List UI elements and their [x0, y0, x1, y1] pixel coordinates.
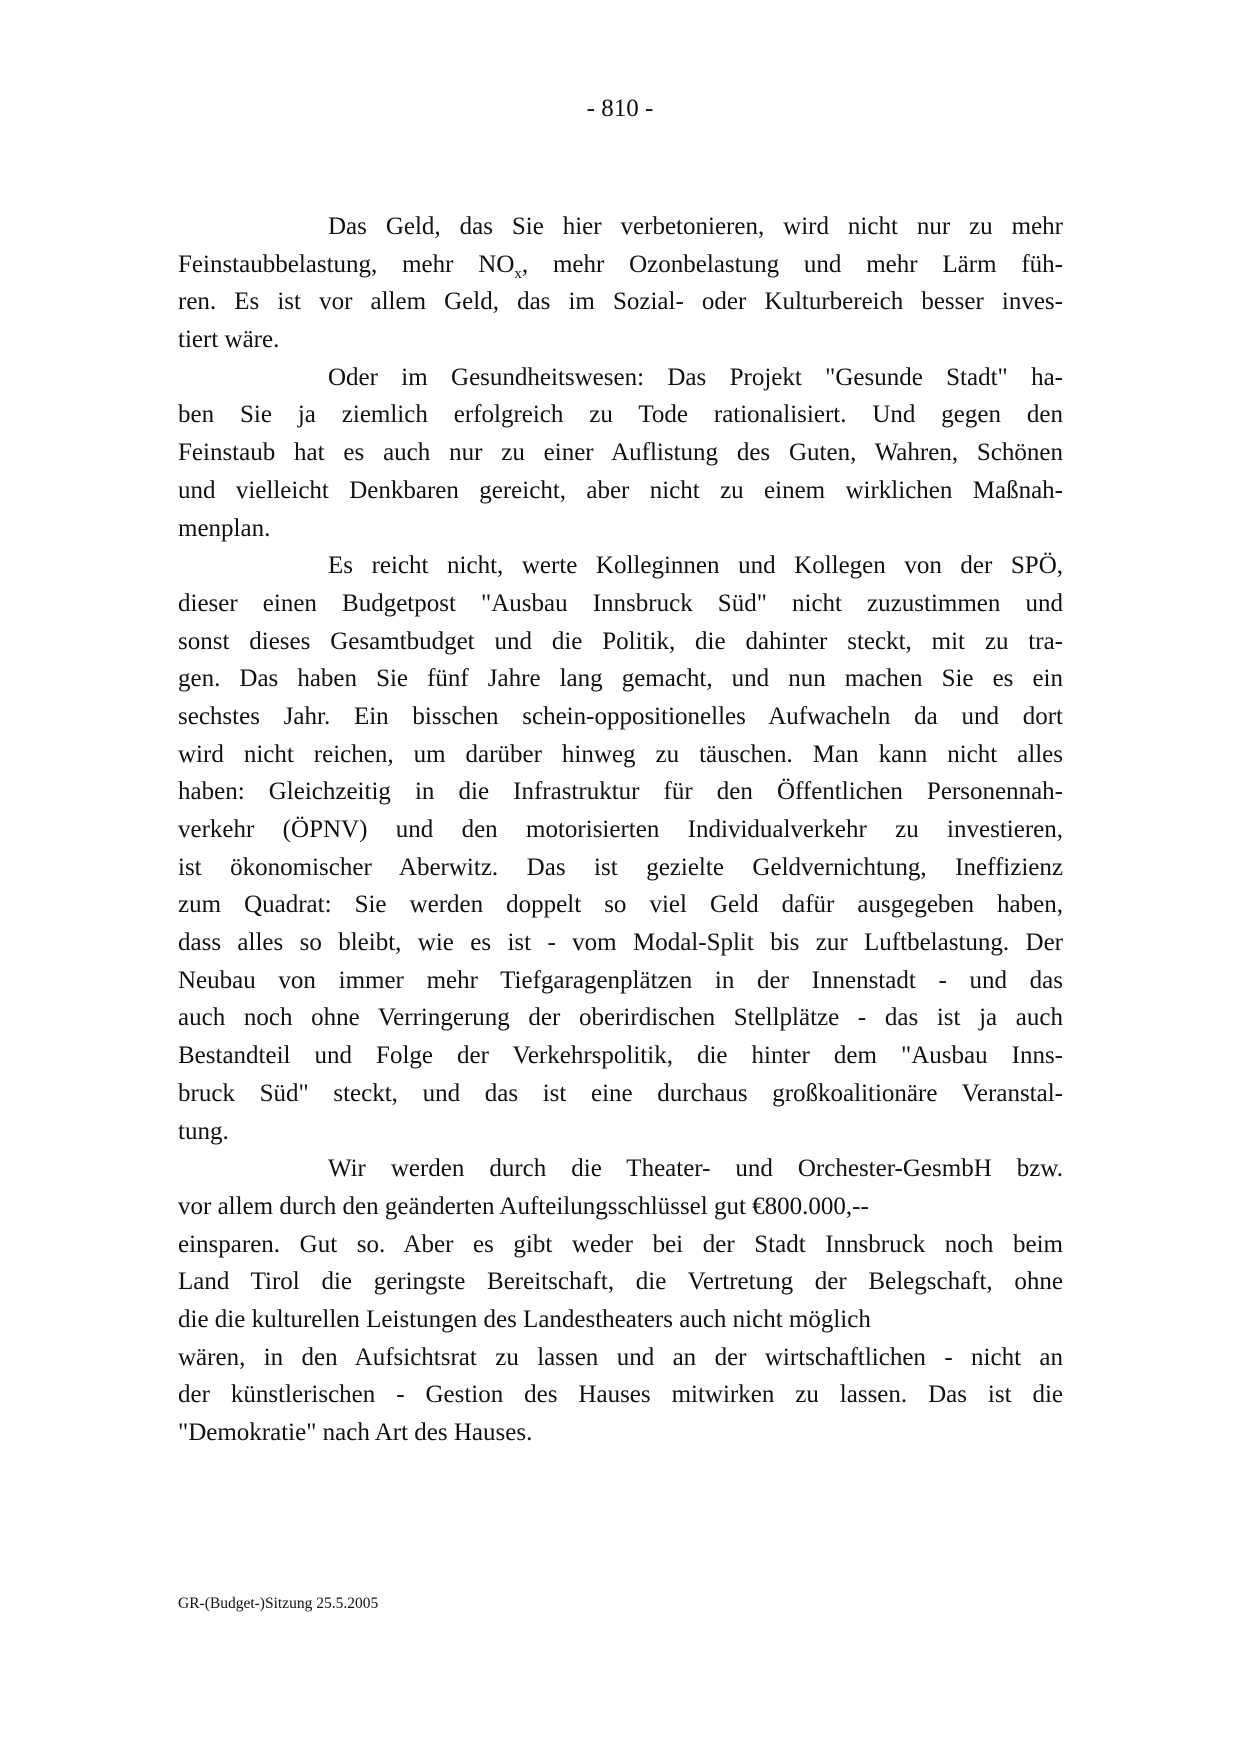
text-line: zum Quadrat: Sie werden doppelt so viel Geld dafür ausgegeben haben,	[178, 891, 1063, 919]
subscript: x	[514, 265, 522, 282]
text-line: verkehr (ÖPNV) und den motorisierten Individualverkehr zu investieren,	[178, 816, 1063, 843]
text-segment: , mehr Ozonbelastung und mehr Lärm füh-	[521, 250, 1063, 278]
text-line: dieser einen Budgetpost "Ausbau Innsbruck Süd" nicht zuzustimmen und	[178, 589, 1063, 617]
text-line: vor allem durch den geänderten Aufteilungsschlüssel gut €800.000,--	[178, 1192, 869, 1220]
text-line: dass alles so bleibt, wie es ist - vom Modal-Split bis zur Luftbelastung. Der	[178, 929, 1063, 957]
text-line: Es reicht nicht, werte Kolleginnen und Kollegen von der SPÖ,	[328, 552, 1063, 580]
text-line: wird nicht reichen, um darüber hinweg zu täuschen. Man kann nicht alles	[178, 740, 1063, 768]
text-line: gen. Das haben Sie fünf Jahre lang gemacht, und nun machen Sie es ein	[178, 665, 1063, 693]
text-line	[178, 246, 1063, 284]
text-line: ben Sie ja ziemlich erfolgreich zu Tode rationalisiert. Und gegen den	[178, 401, 1063, 429]
text-line: tiert wäre.	[178, 326, 280, 354]
text-line: Das Geld, das Sie hier verbetonieren, wird nicht nur zu mehr	[328, 213, 1063, 240]
text-line: wären, in den Aufsichtsrat zu lassen und an der wirtschaftlichen - nicht an	[178, 1343, 1063, 1371]
text-segment: Feinstaubbelastung, mehr NO	[178, 250, 515, 278]
text-line: und vielleicht Denkbaren gereicht, aber nicht zu einem wirklichen Maßnah-	[178, 476, 1063, 504]
text-line: sonst dieses Gesamtbudget und die Politik, die dahinter steckt, mit zu tra-	[178, 627, 1063, 655]
body-text	[178, 208, 1063, 1452]
text-line: Neubau von immer mehr Tiefgaragenplätzen in der Innenstadt - und das	[178, 966, 1063, 994]
text-line: einsparen. Gut so. Aber es gibt weder bei der Stadt Innsbruck noch beim	[178, 1230, 1063, 1258]
text-line: "Demokratie" nach Art des Hauses.	[178, 1419, 533, 1446]
text-line: tung.	[178, 1117, 229, 1145]
text-line: bruck Süd" steckt, und das ist eine durchaus großkoalitionäre Veranstal-	[178, 1079, 1063, 1107]
text-line: menplan.	[178, 514, 271, 542]
text-line: Bestandteil und Folge der Verkehrspolitik, die hinter dem "Ausbau Inns-	[178, 1042, 1063, 1070]
paragraph-3	[178, 547, 1063, 1150]
page-number: - 810 -	[586, 95, 654, 122]
text-line: Land Tirol die geringste Bereitschaft, die Vertretung der Belegschaft, ohne	[178, 1268, 1063, 1296]
footer-session-label: GR-(Budget-)Sitzung 25.5.2005	[178, 1595, 379, 1612]
text-line: haben: Gleichzeitig in die Infrastruktur für den Öffentlichen Personennah-	[178, 778, 1063, 806]
text-line: der künstlerischen - Gestion des Hauses mitwirken zu lassen. Das ist die	[178, 1381, 1063, 1409]
text-line: ren. Es ist vor allem Geld, das im Sozial- oder Kulturbereich besser inves-	[178, 288, 1063, 316]
text-line: die die kulturellen Leistungen des Landestheaters auch nicht möglich	[178, 1305, 871, 1333]
paragraph-2	[178, 359, 1063, 547]
text-line: auch noch ohne Verringerung der oberirdischen Stellplätze - das ist ja auch	[178, 1004, 1063, 1032]
text-line: Oder im Gesundheitswesen: Das Projekt "Gesunde Stadt" ha-	[328, 363, 1063, 391]
text-line: Wir werden durch die Theater- und Orchester-GesmbH bzw.	[328, 1155, 1063, 1183]
paragraph-4	[178, 1150, 1063, 1452]
text-line: ist ökonomischer Aberwitz. Das ist gezielte Geldvernichtung, Ineffizienz	[178, 853, 1063, 881]
text-line: Feinstaub hat es auch nur zu einer Auflistung des Guten, Wahren, Schönen	[178, 439, 1063, 467]
paragraph-1	[178, 208, 1063, 359]
text-line: sechstes Jahr. Ein bisschen schein-oppositionelles Aufwacheln da und dort	[178, 702, 1063, 730]
